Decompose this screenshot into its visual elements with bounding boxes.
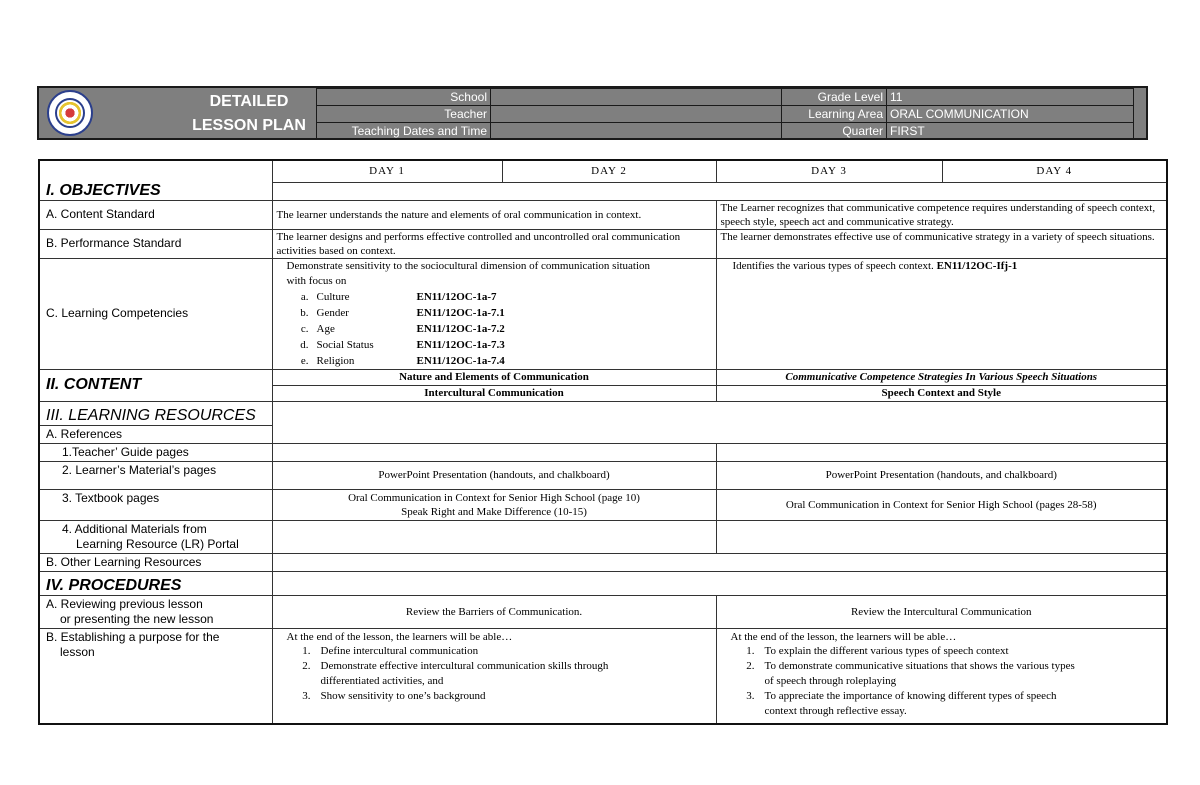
content-day3-4-topic: Communicative Competence Strategies In Various Speech Situations [716, 369, 1167, 385]
additional-materials-day3-4 [716, 520, 1167, 553]
purpose-day3-4-list [731, 644, 1081, 719]
purpose-day1-2-intro: At the end of the lesson, the learners will be able… [286, 630, 513, 643]
learning-area-value[interactable]: ORAL COMMUNICATION [887, 106, 1134, 123]
competency-letter: c. [300, 322, 309, 335]
learner-material-label: 2. Learner’s Material’s pages [39, 461, 272, 489]
competency-topic: Age [316, 322, 335, 335]
teacher-value[interactable] [491, 106, 782, 123]
competency-topic: Culture [316, 290, 350, 303]
purpose-item-number: 1. [746, 644, 755, 657]
purpose-item-number: 2. [302, 659, 311, 672]
additional-materials-label [39, 520, 272, 553]
learner-material-day3-4: PowerPoint Presentation (handouts, and chalkboard) [716, 461, 1167, 489]
textbook-label: 3. Textbook pages [39, 489, 272, 520]
purpose-day1-2-list [287, 644, 667, 704]
references-label: A. References [39, 425, 272, 443]
purpose-item-text: To appreciate the importance of knowing different types of speech context through reflective essay. [764, 689, 1057, 717]
textbook-day1-2 [272, 489, 716, 520]
title-line-2: LESSON PLAN [192, 117, 306, 134]
competency-item [287, 337, 712, 353]
lesson-plan-header [37, 86, 1148, 140]
procedures-heading: IV. PROCEDURES [39, 571, 272, 595]
content-day1-2-topic: Nature and Elements of Communication [272, 369, 716, 385]
additional-materials-line1: 4. Additional Materials from [62, 521, 207, 536]
competency-code: EN11/12OC-1a-7.4 [416, 354, 505, 367]
review-lesson-label [39, 595, 272, 628]
textbook-day1-2-line2: Speak Right and Make Difference (10-15) [401, 505, 587, 518]
additional-materials-day1-2 [272, 520, 716, 553]
teacher-guide-label: 1.Teacher’ Guide pages [39, 443, 272, 461]
document-title [159, 92, 339, 136]
competency-topic: Gender [316, 306, 349, 319]
competency-right-code: EN11/12OC-Ifj-1 [936, 259, 1018, 272]
purpose-day3-4 [716, 628, 1167, 724]
review-lesson-line1: A. Reviewing previous lesson [46, 596, 203, 611]
objectives-heading: I. OBJECTIVES [39, 160, 272, 200]
resources-blank-area [272, 401, 1167, 443]
purpose-label-line1: B. Establishing a purpose for the [46, 629, 220, 644]
quarter-label: Quarter [782, 123, 887, 140]
grade-level-value[interactable]: 11 [887, 89, 1134, 106]
performance-standard-day3-4: The learner demonstrates effective use of communicative strategy in a variety of speech situations. [716, 229, 1167, 258]
purpose-item-text: To demonstrate communicative situations that shows the various types of speech through roleplaying [764, 659, 1075, 687]
content-standard-day1-2: The learner understands the nature and elements of oral communication in context. [272, 200, 716, 229]
learning-competencies-day3-4 [716, 258, 1167, 369]
purpose-item [731, 644, 1081, 659]
grade-level-label: Grade Level [782, 89, 887, 106]
purpose-item-number: 3. [746, 689, 755, 702]
content-day1-2-subtopic: Intercultural Communication [272, 385, 716, 401]
teacher-guide-day1-2 [272, 443, 716, 461]
seal-emblem-icon [55, 98, 85, 128]
title-line-1: DETAILED [209, 93, 289, 110]
deped-seal-icon [47, 90, 93, 136]
school-label: School [317, 89, 491, 106]
competency-item [287, 321, 712, 337]
teacher-guide-day3-4 [716, 443, 1167, 461]
competency-item [287, 289, 712, 305]
review-day3-4: Review the Intercultural Communication [716, 595, 1167, 628]
purpose-item-text: Define intercultural communication [320, 644, 479, 657]
competency-code: EN11/12OC-1a-7.2 [416, 322, 505, 335]
review-day1-2: Review the Barriers of Communication. [272, 595, 716, 628]
day-3-header: DAY 3 [716, 160, 942, 182]
learning-competencies-label: C. Learning Competencies [39, 258, 272, 369]
teaching-dates-label: Teaching Dates and Time [317, 123, 491, 140]
purpose-item-number: 1. [302, 644, 311, 657]
competency-letter: d. [300, 338, 309, 351]
purpose-item-text: Demonstrate effective intercultural communication skills through differentiated activities, and [320, 659, 609, 687]
additional-materials-line2: Learning Resource (LR) Portal [76, 536, 239, 551]
learning-resources-heading: III. LEARNING RESOURCES [39, 401, 272, 425]
purpose-item [287, 659, 667, 689]
learning-area-label: Learning Area [782, 106, 887, 123]
lesson-plan-table [38, 159, 1168, 725]
textbook-day1-2-line1: Oral Communication in Context for Senior High School (page 10) [348, 491, 640, 504]
day-4-header: DAY 4 [942, 160, 1167, 182]
learning-competencies-day1-2 [272, 258, 716, 369]
purpose-item-text: Show sensitivity to one’s background [320, 689, 486, 702]
purpose-item [731, 689, 1081, 719]
day-1-header: DAY 1 [272, 160, 502, 182]
textbook-day3-4: Oral Communication in Context for Senior High School (pages 28-58) [716, 489, 1167, 520]
purpose-day3-4-intro: At the end of the lesson, the learners will be able… [730, 630, 957, 643]
purpose-item [287, 644, 667, 659]
performance-standard-label: B. Performance Standard [39, 229, 272, 258]
learner-material-day1-2: PowerPoint Presentation (handouts, and chalkboard) [272, 461, 716, 489]
teaching-dates-value[interactable] [491, 123, 782, 140]
content-heading: II. CONTENT [39, 369, 272, 401]
purpose-item-number: 3. [302, 689, 311, 702]
content-standard-day3-4: The Learner recognizes that communicative competence requires understanding of speech context, speech style, speech act and communicative strategy. [716, 200, 1167, 229]
header-info-grid [316, 88, 1134, 140]
purpose-label-line2: lesson [60, 644, 95, 659]
performance-standard-day1-2: The learner designs and performs effective controlled and uncontrolled oral communication activities based on context. [272, 229, 716, 258]
other-resources-label: B. Other Learning Resources [39, 553, 272, 571]
purpose-label [39, 628, 272, 724]
procedures-blank-row [272, 571, 1167, 595]
purpose-item [287, 689, 667, 704]
review-lesson-line2: or presenting the new lesson [60, 611, 214, 626]
day-2-header: DAY 2 [502, 160, 716, 182]
competency-topic: Social Status [316, 338, 374, 351]
other-resources-value [272, 553, 1167, 571]
competency-code: EN11/12OC-1a-7.1 [416, 306, 505, 319]
competency-letter: e. [300, 354, 309, 367]
competency-item [287, 353, 712, 369]
competency-letter: b. [300, 306, 309, 319]
objectives-blank-row [272, 182, 1167, 200]
competency-right-text: Identifies the various types of speech context. [732, 259, 934, 272]
competencies-intro: Demonstrate sensitivity to the sociocultural dimension of communication situation with focus on [286, 259, 651, 287]
competency-topic: Religion [316, 354, 355, 367]
competency-item [287, 305, 712, 321]
quarter-value[interactable]: FIRST [887, 123, 1134, 140]
content-day3-4-subtopic: Speech Context and Style [716, 385, 1167, 401]
purpose-item-number: 2. [746, 659, 755, 672]
teacher-label: Teacher [317, 106, 491, 123]
purpose-item [731, 659, 1081, 689]
purpose-day1-2 [272, 628, 716, 724]
school-value[interactable] [491, 89, 782, 106]
competency-code: EN11/12OC-1a-7 [416, 290, 497, 303]
content-standard-label: A. Content Standard [39, 200, 272, 229]
purpose-item-text: To explain the different various types of speech context [764, 644, 1009, 657]
competencies-list [287, 289, 712, 369]
competency-letter: a. [300, 290, 309, 303]
competency-code: EN11/12OC-1a-7.3 [416, 338, 505, 351]
